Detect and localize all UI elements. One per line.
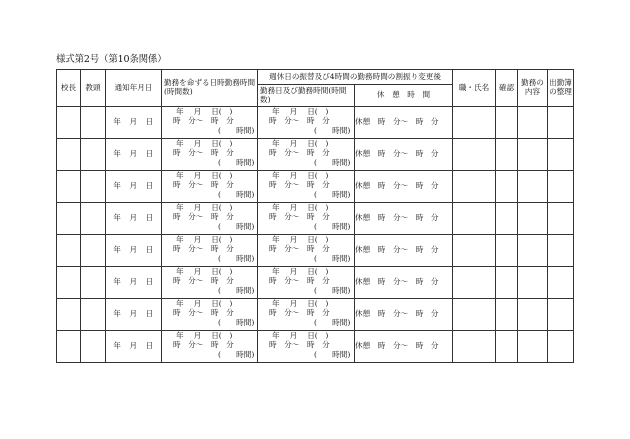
job-name-cell[interactable] — [453, 267, 496, 299]
changed-date-line: 年 月 日( ) — [272, 107, 329, 116]
principal-seal-cell[interactable] — [57, 139, 81, 171]
notice-date-cell[interactable] — [106, 171, 162, 203]
changed-time-line: 時 分～ 時 分 — [269, 308, 330, 317]
rest-time-text: 休憩 時 分～ 時 分 — [355, 117, 439, 127]
notice-date-text: 年 月 日 — [113, 277, 154, 287]
rest-time-text: 休憩 時 分～ 時 分 — [355, 277, 439, 287]
job-name-cell[interactable] — [453, 331, 496, 363]
rest-time-text: 休憩 時 分～ 時 分 — [355, 309, 439, 319]
changed-time-line: 時 分～ 時 分 — [269, 340, 330, 349]
rest-time-cell[interactable] — [355, 203, 453, 235]
ordered-time-line: 時 分～ 時 分 — [173, 340, 234, 349]
principal-seal-cell[interactable] — [57, 235, 81, 267]
ordered-time-line: 時 分～ 時 分 — [173, 148, 234, 157]
attendance-cell[interactable] — [548, 299, 574, 331]
confirm-cell[interactable] — [496, 107, 518, 139]
attendance-cell[interactable] — [548, 139, 574, 171]
attendance-cell[interactable] — [548, 235, 574, 267]
rest-time-cell[interactable] — [355, 235, 453, 267]
vice-seal-cell[interactable] — [81, 235, 106, 267]
ordered-hours-line: ( 時間) — [218, 190, 255, 199]
table-row — [57, 235, 574, 267]
work-content-cell[interactable] — [518, 267, 548, 299]
changed-date-line: 年 月 日( ) — [272, 203, 329, 212]
header-changed-date: 勤務日及び勤務時間(時間数) — [258, 85, 355, 107]
changed-date-line: 年 月 日( ) — [272, 171, 329, 180]
principal-seal-cell[interactable] — [57, 331, 81, 363]
header-confirm: 確認 — [496, 70, 518, 107]
notice-date-text: 年 月 日 — [113, 309, 154, 319]
work-content-cell[interactable] — [518, 235, 548, 267]
ordered-datetime-cell[interactable] — [162, 107, 258, 139]
changed-datetime-cell[interactable] — [258, 203, 355, 235]
vice-seal-cell[interactable] — [81, 267, 106, 299]
notice-date-text: 年 月 日 — [113, 245, 154, 255]
work-content-cell[interactable] — [518, 331, 548, 363]
ordered-datetime-cell[interactable] — [162, 203, 258, 235]
table-row — [57, 171, 574, 203]
changed-hours-line: ( 時間) — [314, 286, 351, 295]
rest-time-cell[interactable] — [355, 107, 453, 139]
ordered-time-line: 時 分～ 時 分 — [173, 276, 234, 285]
ordered-datetime-cell[interactable] — [162, 331, 258, 363]
confirm-cell[interactable] — [496, 267, 518, 299]
ordered-datetime-cell[interactable] — [162, 171, 258, 203]
job-name-cell[interactable] — [453, 299, 496, 331]
changed-datetime-cell[interactable] — [258, 235, 355, 267]
table-row — [57, 139, 574, 171]
principal-seal-cell[interactable] — [57, 299, 81, 331]
rest-time-cell[interactable] — [355, 299, 453, 331]
ordered-hours-line: ( 時間) — [218, 222, 255, 231]
changed-hours-line: ( 時間) — [314, 222, 351, 231]
table-row — [57, 331, 574, 363]
vice-seal-cell[interactable] — [81, 203, 106, 235]
changed-time-line: 時 分～ 時 分 — [269, 212, 330, 221]
confirm-cell[interactable] — [496, 299, 518, 331]
changed-hours-line: ( 時間) — [314, 126, 351, 135]
ordered-datetime-cell[interactable] — [162, 139, 258, 171]
confirm-cell[interactable] — [496, 139, 518, 171]
header-ordered-datetime: 勤務を命ずる日時勤務時間(時間数) — [162, 70, 258, 107]
ordered-hours-line: ( 時間) — [218, 254, 255, 263]
ordered-date-line: 年 月 日( ) — [176, 331, 233, 340]
confirm-cell[interactable] — [496, 171, 518, 203]
confirm-cell[interactable] — [496, 331, 518, 363]
table-row — [57, 203, 574, 235]
changed-hours-line: ( 時間) — [314, 158, 351, 167]
ordered-date-line: 年 月 日( ) — [176, 235, 233, 244]
changed-date-line: 年 月 日( ) — [272, 331, 329, 340]
vice-seal-cell[interactable] — [81, 139, 106, 171]
work-content-cell[interactable] — [518, 171, 548, 203]
table-row — [57, 267, 574, 299]
notice-date-cell[interactable] — [106, 299, 162, 331]
changed-datetime-cell[interactable] — [258, 267, 355, 299]
ordered-datetime-cell[interactable] — [162, 267, 258, 299]
confirm-cell[interactable] — [496, 203, 518, 235]
principal-seal-cell[interactable] — [57, 203, 81, 235]
form-title: 様式第2号（第10条関係） — [56, 54, 167, 65]
job-name-cell[interactable] — [453, 139, 496, 171]
ordered-hours-line: ( 時間) — [218, 126, 255, 135]
notice-date-text: 年 月 日 — [113, 213, 154, 223]
header-attendance: 出勤簿の整理 — [548, 70, 574, 107]
changed-time-line: 時 分～ 時 分 — [269, 244, 330, 253]
ordered-date-line: 年 月 日( ) — [176, 139, 233, 148]
schedule-table — [56, 69, 574, 363]
work-content-cell[interactable] — [518, 299, 548, 331]
rest-time-text: 休憩 時 分～ 時 分 — [355, 245, 439, 255]
work-content-cell[interactable] — [518, 203, 548, 235]
confirm-cell[interactable] — [496, 235, 518, 267]
header-change-group: 週休日の振替及び4時間の勤務時間の割振り変更後 — [258, 70, 453, 85]
ordered-time-line: 時 分～ 時 分 — [173, 212, 234, 221]
ordered-date-line: 年 月 日( ) — [176, 299, 233, 308]
attendance-cell[interactable] — [548, 171, 574, 203]
notice-date-cell[interactable] — [106, 139, 162, 171]
rest-time-cell[interactable] — [355, 267, 453, 299]
ordered-date-line: 年 月 日( ) — [176, 171, 233, 180]
principal-seal-cell[interactable] — [57, 171, 81, 203]
vice-seal-cell[interactable] — [81, 171, 106, 203]
header-work-content: 勤務の内容 — [518, 70, 548, 107]
rest-time-cell[interactable] — [355, 139, 453, 171]
changed-date-line: 年 月 日( ) — [272, 267, 329, 276]
job-name-cell[interactable] — [453, 203, 496, 235]
header-notice-date: 通知年月日 — [106, 70, 162, 107]
changed-datetime-cell[interactable] — [258, 299, 355, 331]
attendance-cell[interactable] — [548, 107, 574, 139]
ordered-hours-line: ( 時間) — [218, 318, 255, 327]
rest-time-cell[interactable] — [355, 171, 453, 203]
rest-time-text: 休憩 時 分～ 時 分 — [355, 341, 439, 351]
ordered-time-line: 時 分～ 時 分 — [173, 180, 234, 189]
ordered-date-line: 年 月 日( ) — [176, 267, 233, 276]
ordered-hours-line: ( 時間) — [218, 286, 255, 295]
ordered-datetime-cell[interactable] — [162, 235, 258, 267]
rest-time-cell[interactable] — [355, 331, 453, 363]
table-row — [57, 299, 574, 331]
changed-datetime-cell[interactable] — [258, 107, 355, 139]
ordered-time-line: 時 分～ 時 分 — [173, 244, 234, 253]
changed-time-line: 時 分～ 時 分 — [269, 276, 330, 285]
vice-seal-cell[interactable] — [81, 299, 106, 331]
notice-date-cell[interactable] — [106, 107, 162, 139]
rest-time-text: 休憩 時 分～ 時 分 — [355, 149, 439, 159]
ordered-date-line: 年 月 日( ) — [176, 107, 233, 116]
changed-hours-line: ( 時間) — [314, 318, 351, 327]
ordered-date-line: 年 月 日( ) — [176, 203, 233, 212]
notice-date-cell[interactable] — [106, 267, 162, 299]
job-name-cell[interactable] — [453, 235, 496, 267]
changed-time-line: 時 分～ 時 分 — [269, 148, 330, 157]
principal-seal-cell[interactable] — [57, 267, 81, 299]
notice-date-text: 年 月 日 — [113, 149, 154, 159]
header-job-name: 職・氏名 — [453, 70, 496, 107]
header-principal: 校長 — [57, 70, 81, 107]
ordered-time-line: 時 分～ 時 分 — [173, 116, 234, 125]
ordered-time-line: 時 分～ 時 分 — [173, 308, 234, 317]
changed-datetime-cell[interactable] — [258, 331, 355, 363]
changed-hours-line: ( 時間) — [314, 350, 351, 359]
work-content-cell[interactable] — [518, 107, 548, 139]
vice-seal-cell[interactable] — [81, 331, 106, 363]
rest-time-text: 休憩 時 分～ 時 分 — [355, 181, 439, 191]
table-row — [57, 107, 574, 139]
notice-date-text: 年 月 日 — [113, 117, 154, 127]
job-name-cell[interactable] — [453, 171, 496, 203]
changed-date-line: 年 月 日( ) — [272, 299, 329, 308]
ordered-hours-line: ( 時間) — [218, 158, 255, 167]
changed-hours-line: ( 時間) — [314, 190, 351, 199]
attendance-cell[interactable] — [548, 203, 574, 235]
work-content-cell[interactable] — [518, 139, 548, 171]
notice-date-text: 年 月 日 — [113, 341, 154, 351]
changed-hours-line: ( 時間) — [314, 254, 351, 263]
attendance-cell[interactable] — [548, 331, 574, 363]
ordered-datetime-cell[interactable] — [162, 299, 258, 331]
notice-date-text: 年 月 日 — [113, 181, 154, 191]
header-rest-time: 休 憩 時 間 — [355, 85, 453, 107]
principal-seal-cell[interactable] — [57, 107, 81, 139]
changed-time-line: 時 分～ 時 分 — [269, 116, 330, 125]
changed-datetime-cell[interactable] — [258, 171, 355, 203]
job-name-cell[interactable] — [453, 107, 496, 139]
attendance-cell[interactable] — [548, 267, 574, 299]
rest-time-text: 休憩 時 分～ 時 分 — [355, 213, 439, 223]
header-vice-principal: 教頭 — [81, 70, 106, 107]
notice-date-cell[interactable] — [106, 331, 162, 363]
changed-datetime-cell[interactable] — [258, 139, 355, 171]
changed-date-line: 年 月 日( ) — [272, 235, 329, 244]
notice-date-cell[interactable] — [106, 203, 162, 235]
changed-time-line: 時 分～ 時 分 — [269, 180, 330, 189]
vice-seal-cell[interactable] — [81, 107, 106, 139]
notice-date-cell[interactable] — [106, 235, 162, 267]
ordered-hours-line: ( 時間) — [218, 350, 255, 359]
changed-date-line: 年 月 日( ) — [272, 139, 329, 148]
